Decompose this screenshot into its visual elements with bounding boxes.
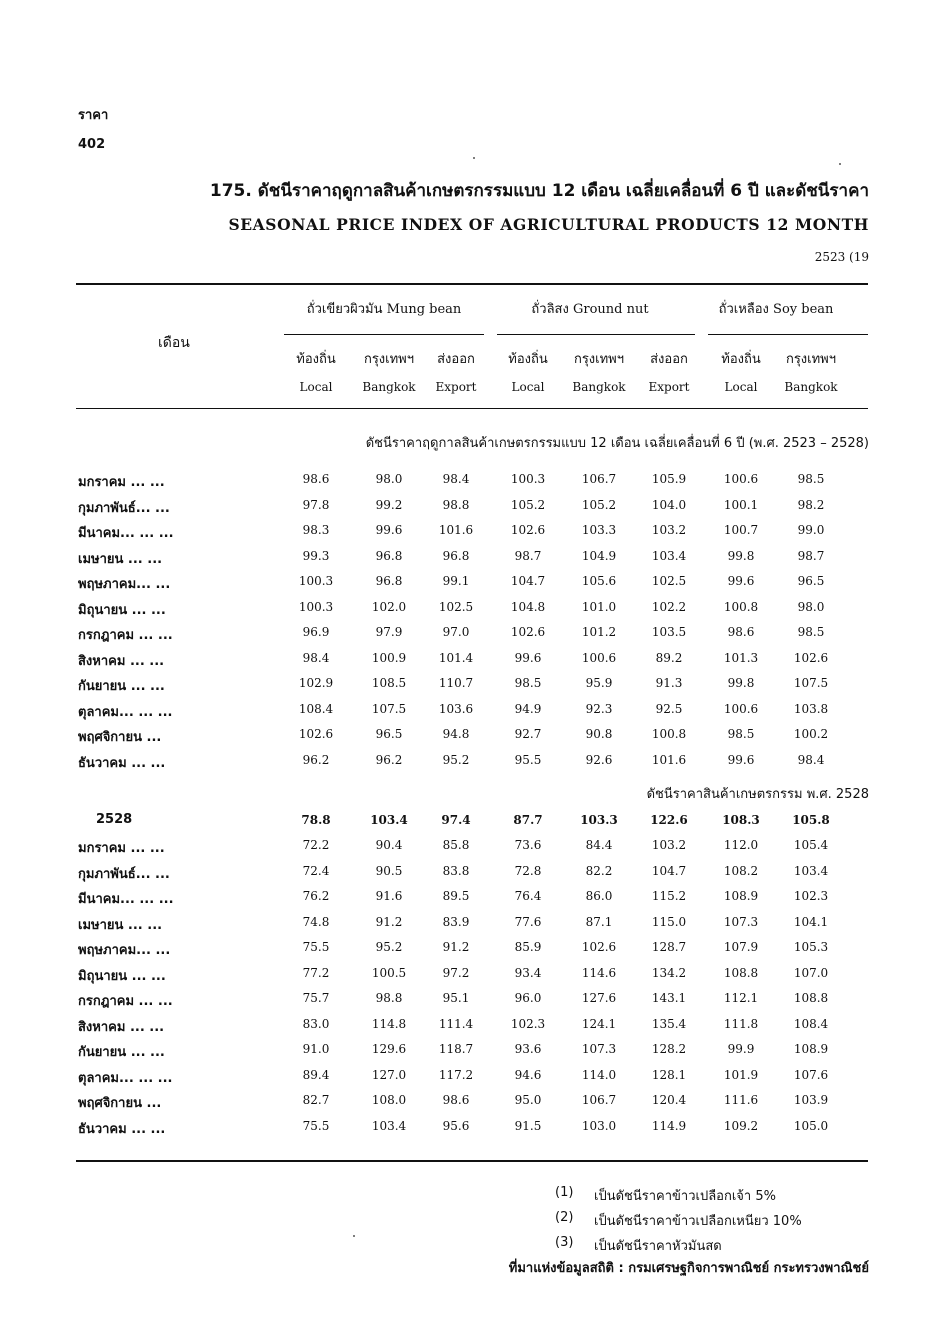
group-header-mung-bean: ถั่วเขียวผิวมัน Mung bean: [306, 302, 462, 317]
table-cell: 122.6: [650, 813, 688, 827]
table-cell: 99.6: [727, 574, 755, 588]
table-cell: 104.7: [510, 574, 546, 588]
table-cell: 118.7: [438, 1042, 474, 1056]
table-cell: 78.8: [301, 813, 331, 827]
table-cell: 99.6: [375, 523, 403, 537]
table-cell: 105.0: [793, 1119, 829, 1133]
table-cell: 108.3: [722, 813, 760, 827]
table-cell: 98.6: [302, 472, 330, 486]
table-cell: 98.8: [375, 991, 403, 1005]
footnote-3-text: เป็นดัชนีราคาหัวมันสด: [594, 1239, 722, 1254]
table-cell: 98.3: [302, 523, 330, 537]
table-cell: 100.3: [510, 472, 546, 486]
table-cell: 91.0: [302, 1042, 330, 1056]
row-month-label: มีนาคม... ... ...: [78, 892, 174, 907]
table-cell: 96.9: [302, 625, 330, 639]
table-cell: 98.6: [727, 625, 755, 639]
table-cell: 128.7: [651, 940, 687, 954]
table-cell: 102.9: [298, 676, 334, 690]
table-cell: 112.1: [723, 991, 759, 1005]
table-cell: 105.8: [792, 813, 830, 827]
table-cell: 101.9: [723, 1068, 759, 1082]
table-cell: 92.3: [585, 702, 613, 716]
table-cell: 83.8: [442, 864, 470, 878]
column-header-english: Bangkok: [784, 380, 838, 394]
table-row: [0, 914, 941, 934]
table-cell: 94.8: [442, 727, 470, 741]
table-cell: 99.3: [302, 549, 330, 563]
table-cell: 98.5: [727, 727, 755, 741]
table-cell: 100.2: [793, 727, 829, 741]
table-cell: 108.4: [298, 702, 334, 716]
table-cell: 100.9: [371, 651, 407, 665]
table-cell: 98.4: [442, 472, 470, 486]
table-cell: 94.6: [514, 1068, 542, 1082]
table-cell: 107.9: [723, 940, 759, 954]
table-cell: 103.3: [581, 523, 617, 537]
table-cell: 82.2: [585, 864, 613, 878]
dot-mark: [839, 163, 841, 165]
table-cell: 101.6: [438, 523, 474, 537]
table-cell: 91.2: [375, 915, 403, 929]
row-month-label: พฤศจิกายน ...: [78, 730, 162, 745]
table-cell: 117.2: [438, 1068, 474, 1082]
column-header-thai: กรุงเทพฯ: [785, 352, 837, 367]
section2-title: ดัชนีราคาสินค้าเกษตรกรรม พ.ศ. 2528: [646, 787, 869, 802]
table-row: [0, 471, 941, 491]
table-cell: 108.4: [793, 1017, 829, 1031]
table-cell: 102.5: [651, 574, 687, 588]
table-cell: 108.9: [723, 889, 759, 903]
row-month-label: พฤษภาคม... ...: [78, 943, 171, 958]
table-cell: 102.6: [510, 625, 546, 639]
table-cell: 106.7: [581, 472, 617, 486]
row-month-label: 2528: [96, 812, 133, 827]
table-row: [0, 650, 941, 670]
table-cell: 91.2: [442, 940, 470, 954]
table-row: [0, 863, 941, 883]
dot-mark: [473, 157, 475, 159]
group-header-soy-bean: ถั่วเหลือง Soy bean: [718, 302, 834, 317]
table-cell: 124.1: [581, 1017, 617, 1031]
table-cell: 103.6: [438, 702, 474, 716]
row-month-label: มกราคม ... ...: [78, 841, 165, 856]
table-cell: 104.1: [793, 915, 829, 929]
table-row: [0, 573, 941, 593]
table-cell: 105.2: [581, 498, 617, 512]
table-cell: 102.3: [793, 889, 829, 903]
row-month-label: กรกฎาคม ... ...: [78, 994, 173, 1009]
row-month-label: กุมภาพันธ์... ...: [78, 501, 170, 516]
table-cell: 111.4: [438, 1017, 474, 1031]
table-cell: 99.0: [797, 523, 825, 537]
table-cell: 75.7: [302, 991, 330, 1005]
table-cell: 105.2: [510, 498, 546, 512]
column-header-english: Bangkok: [362, 380, 416, 394]
table-cell: 129.6: [371, 1042, 407, 1056]
table-cell: 98.4: [797, 753, 825, 767]
table-cell: 98.0: [797, 600, 825, 614]
table-row: [0, 675, 941, 695]
table-cell: 83.9: [442, 915, 470, 929]
table-cell: 100.3: [298, 600, 334, 614]
table-cell: 112.0: [723, 838, 759, 852]
table-cell: 101.3: [723, 651, 759, 665]
table-cell: 95.2: [375, 940, 403, 954]
column-header-thai: ส่งออก: [437, 352, 475, 367]
table-cell: 107.3: [581, 1042, 617, 1056]
table-cell: 103.2: [651, 838, 687, 852]
table-cell: 90.4: [375, 838, 403, 852]
table-cell: 94.9: [514, 702, 542, 716]
row-month-label: ตุลาคม... ... ...: [78, 1071, 173, 1086]
annual-row: [0, 812, 941, 832]
row-month-label: เมษายน ... ...: [78, 918, 163, 933]
table-cell: 120.4: [651, 1093, 687, 1107]
table-cell: 87.1: [585, 915, 613, 929]
table-cell: 91.3: [655, 676, 683, 690]
column-header-english: Local: [511, 380, 545, 394]
table-cell: 135.4: [651, 1017, 687, 1031]
table-cell: 95.1: [442, 991, 470, 1005]
table-cell: 90.5: [375, 864, 403, 878]
table-cell: 105.6: [581, 574, 617, 588]
row-month-label: กรกฎาคม ... ...: [78, 628, 173, 643]
table-cell: 128.2: [651, 1042, 687, 1056]
table-row: [0, 1118, 941, 1138]
row-month-label: สิงหาคม ... ...: [78, 654, 165, 669]
table-cell: 103.9: [793, 1093, 829, 1107]
table-row: [0, 497, 941, 517]
column-header-english: Bangkok: [572, 380, 626, 394]
header-bottom-rule: [76, 408, 868, 409]
table-cell: 86.0: [585, 889, 613, 903]
row-month-label: ธันวาคม ... ...: [78, 1122, 166, 1137]
table-cell: 101.4: [438, 651, 474, 665]
table-cell: 101.0: [581, 600, 617, 614]
table-cell: 89.2: [655, 651, 683, 665]
year-range: 2523 (19: [814, 250, 869, 264]
table-cell: 100.7: [723, 523, 759, 537]
table-cell: 100.3: [298, 574, 334, 588]
table-cell: 82.7: [302, 1093, 330, 1107]
table-cell: 107.5: [793, 676, 829, 690]
row-month-label: พฤษภาคม... ...: [78, 577, 171, 592]
table-cell: 96.8: [375, 549, 403, 563]
footnote-2-num: (2): [555, 1210, 574, 1225]
table-cell: 92.6: [585, 753, 613, 767]
row-month-label: กุมภาพันธ์... ...: [78, 867, 170, 882]
table-cell: 102.2: [651, 600, 687, 614]
table-cell: 91.6: [375, 889, 403, 903]
table-cell: 73.6: [514, 838, 542, 852]
table-cell: 115.2: [651, 889, 687, 903]
table-cell: 95.9: [585, 676, 613, 690]
table-cell: 105.3: [793, 940, 829, 954]
dot-mark: [353, 1235, 355, 1237]
table-cell: 105.9: [651, 472, 687, 486]
table-cell: 96.0: [514, 991, 542, 1005]
table-cell: 98.5: [797, 472, 825, 486]
table-cell: 93.4: [514, 966, 542, 980]
table-row: [0, 726, 941, 746]
table-cell: 115.0: [651, 915, 687, 929]
table-cell: 102.6: [581, 940, 617, 954]
table-cell: 102.6: [510, 523, 546, 537]
table-cell: 108.9: [793, 1042, 829, 1056]
table-cell: 99.1: [442, 574, 470, 588]
table-cell: 97.0: [442, 625, 470, 639]
table-cell: 92.7: [514, 727, 542, 741]
table-cell: 90.8: [585, 727, 613, 741]
table-row: [0, 701, 941, 721]
table-row: [0, 548, 941, 568]
table-cell: 96.5: [375, 727, 403, 741]
table-cell: 108.5: [371, 676, 407, 690]
table-cell: 77.6: [514, 915, 542, 929]
table-cell: 104.7: [651, 864, 687, 878]
table-cell: 102.0: [371, 600, 407, 614]
table-cell: 75.5: [302, 1119, 330, 1133]
table-cell: 99.6: [514, 651, 542, 665]
table-cell: 105.4: [793, 838, 829, 852]
table-cell: 100.6: [723, 472, 759, 486]
table-cell: 95.6: [442, 1119, 470, 1133]
table-cell: 103.4: [651, 549, 687, 563]
month-column-header: เดือน: [158, 335, 190, 351]
table-cell: 114.6: [581, 966, 617, 980]
table-cell: 98.5: [797, 625, 825, 639]
table-cell: 72.8: [514, 864, 542, 878]
table-cell: 72.4: [302, 864, 330, 878]
table-cell: 100.1: [723, 498, 759, 512]
table-cell: 108.8: [793, 991, 829, 1005]
table-cell: 98.7: [514, 549, 542, 563]
section1-title: ดัชนีราคาฤดูกาลสินค้าเกษตรกรรมแบบ 12 เดือน เฉลี่ยเคลื่อนที่ 6 ปี (พ.ศ. 2523 – 2528): [365, 436, 869, 451]
table-row: [0, 939, 941, 959]
table-cell: 83.0: [302, 1017, 330, 1031]
row-month-label: สิงหาคม ... ...: [78, 1020, 165, 1035]
table-cell: 96.8: [375, 574, 403, 588]
table-row: [0, 1067, 941, 1087]
table-cell: 100.8: [651, 727, 687, 741]
table-cell: 100.6: [581, 651, 617, 665]
table-cell: 97.4: [441, 813, 471, 827]
table-row: [0, 990, 941, 1010]
column-header-thai: ส่งออก: [650, 352, 688, 367]
row-month-label: มกราคม ... ...: [78, 475, 165, 490]
bottom-rule: [76, 1160, 868, 1162]
table-cell: 127.0: [371, 1068, 407, 1082]
table-cell: 101.6: [651, 753, 687, 767]
table-cell: 102.5: [438, 600, 474, 614]
table-cell: 127.6: [581, 991, 617, 1005]
table-title-english: SEASONAL PRICE INDEX OF AGRICULTURAL PRODUCTS 12 MONTH: [228, 215, 869, 234]
table-cell: 103.3: [580, 813, 618, 827]
table-cell: 103.5: [651, 625, 687, 639]
table-cell: 143.1: [651, 991, 687, 1005]
column-header-thai: กรุงเทพฯ: [573, 352, 625, 367]
table-cell: 96.8: [442, 549, 470, 563]
table-cell: 108.8: [723, 966, 759, 980]
table-cell: 95.0: [514, 1093, 542, 1107]
footnote-2-text: เป็นดัชนีราคาข้าวเปลือกเหนียว 10%: [594, 1214, 802, 1229]
table-cell: 104.8: [510, 600, 546, 614]
table-cell: 98.7: [797, 549, 825, 563]
table-cell: 102.6: [298, 727, 334, 741]
table-cell: 98.0: [375, 472, 403, 486]
group-underline-ground-nut: [497, 334, 695, 335]
column-header-thai: ท้องถิ่น: [721, 352, 761, 367]
table-cell: 96.2: [375, 753, 403, 767]
group-header-ground-nut: ถั่วลิสง Ground nut: [531, 302, 649, 317]
table-cell: 99.8: [727, 549, 755, 563]
row-month-label: ตุลาคม... ... ...: [78, 705, 173, 720]
table-cell: 75.5: [302, 940, 330, 954]
table-row: [0, 965, 941, 985]
table-cell: 77.2: [302, 966, 330, 980]
table-row: [0, 888, 941, 908]
table-cell: 99.9: [727, 1042, 755, 1056]
table-cell: 98.5: [514, 676, 542, 690]
table-cell: 99.2: [375, 498, 403, 512]
table-cell: 134.2: [651, 966, 687, 980]
table-cell: 111.8: [723, 1017, 759, 1031]
table-cell: 108.2: [723, 864, 759, 878]
page-header-section: ราคา: [78, 108, 109, 123]
table-row: [0, 599, 941, 619]
table-cell: 84.4: [585, 838, 613, 852]
table-cell: 98.4: [302, 651, 330, 665]
table-cell: 128.1: [651, 1068, 687, 1082]
table-cell: 98.6: [442, 1093, 470, 1107]
column-header-thai: ท้องถิ่น: [508, 352, 548, 367]
group-underline-mung-bean: [284, 334, 484, 335]
table-cell: 91.5: [514, 1119, 542, 1133]
table-cell: 100.8: [723, 600, 759, 614]
table-row: [0, 522, 941, 542]
table-cell: 98.8: [442, 498, 470, 512]
table-cell: 110.7: [438, 676, 474, 690]
row-month-label: ธันวาคม ... ...: [78, 756, 166, 771]
page-number: 402: [78, 137, 106, 152]
table-row: [0, 624, 941, 644]
table-cell: 103.4: [370, 813, 408, 827]
table-cell: 114.8: [371, 1017, 407, 1031]
table-cell: 104.9: [581, 549, 617, 563]
table-row: [0, 1092, 941, 1112]
column-header-thai: กรุงเทพฯ: [363, 352, 415, 367]
table-cell: 97.2: [442, 966, 470, 980]
table-cell: 103.4: [371, 1119, 407, 1133]
table-cell: 106.7: [581, 1093, 617, 1107]
row-month-label: มีนาคม... ... ...: [78, 526, 174, 541]
table-cell: 93.6: [514, 1042, 542, 1056]
table-cell: 103.4: [793, 864, 829, 878]
table-cell: 76.4: [514, 889, 542, 903]
table-cell: 89.5: [442, 889, 470, 903]
table-cell: 100.5: [371, 966, 407, 980]
footnote-1-num: (1): [555, 1185, 574, 1200]
column-header-english: Export: [648, 380, 690, 394]
table-cell: 97.8: [302, 498, 330, 512]
table-title-thai: 175. ดัชนีราคาฤดูกาลสินค้าเกษตรกรรมแบบ 12 เดือน เฉลี่ยเคลื่อนที่ 6 ปี และดัชนีราคา: [209, 181, 869, 201]
column-header-english: Local: [299, 380, 333, 394]
table-cell: 99.8: [727, 676, 755, 690]
row-month-label: พฤศจิกายน ...: [78, 1096, 162, 1111]
table-cell: 87.7: [513, 813, 543, 827]
table-cell: 85.9: [514, 940, 542, 954]
table-row: [0, 837, 941, 857]
source-note: ที่มาแห่งข้อมูลสถิติ : กรมเศรษฐกิจการพาณิชย์ กระทรวงพาณิชย์: [508, 1261, 869, 1276]
group-underline-soy-bean: [708, 334, 868, 335]
table-cell: 92.5: [655, 702, 683, 716]
table-cell: 108.0: [371, 1093, 407, 1107]
table-cell: 109.2: [723, 1119, 759, 1133]
table-row: [0, 752, 941, 772]
table-cell: 107.3: [723, 915, 759, 929]
table-row: [0, 1016, 941, 1036]
table-cell: 103.0: [581, 1119, 617, 1133]
top-rule: [76, 283, 868, 285]
row-month-label: กันยายน ... ...: [78, 1045, 165, 1060]
table-cell: 96.2: [302, 753, 330, 767]
table-cell: 114.0: [581, 1068, 617, 1082]
table-cell: 96.5: [797, 574, 825, 588]
column-header-english: Export: [435, 380, 477, 394]
table-cell: 103.8: [793, 702, 829, 716]
table-cell: 107.0: [793, 966, 829, 980]
table-cell: 103.2: [651, 523, 687, 537]
table-cell: 76.2: [302, 889, 330, 903]
row-month-label: มิถุนายน ... ...: [78, 969, 166, 984]
row-month-label: เมษายน ... ...: [78, 552, 163, 567]
table-cell: 104.0: [651, 498, 687, 512]
table-cell: 98.2: [797, 498, 825, 512]
table-cell: 111.6: [723, 1093, 759, 1107]
column-header-thai: ท้องถิ่น: [296, 352, 336, 367]
table-cell: 74.8: [302, 915, 330, 929]
table-cell: 72.2: [302, 838, 330, 852]
row-month-label: กันยายน ... ...: [78, 679, 165, 694]
table-cell: 95.2: [442, 753, 470, 767]
table-cell: 99.6: [727, 753, 755, 767]
table-cell: 95.5: [514, 753, 542, 767]
table-cell: 114.9: [651, 1119, 687, 1133]
footnote-1-text: เป็นดัชนีราคาข้าวเปลือกเจ้า 5%: [594, 1189, 776, 1204]
table-cell: 100.6: [723, 702, 759, 716]
table-row: [0, 1041, 941, 1061]
table-cell: 97.9: [375, 625, 403, 639]
column-header-english: Local: [724, 380, 758, 394]
table-cell: 107.6: [793, 1068, 829, 1082]
row-month-label: มิถุนายน ... ...: [78, 603, 166, 618]
table-cell: 101.2: [581, 625, 617, 639]
footnote-3-num: (3): [555, 1235, 574, 1250]
table-cell: 89.4: [302, 1068, 330, 1082]
table-cell: 102.3: [510, 1017, 546, 1031]
table-cell: 102.6: [793, 651, 829, 665]
table-cell: 85.8: [442, 838, 470, 852]
table-cell: 107.5: [371, 702, 407, 716]
